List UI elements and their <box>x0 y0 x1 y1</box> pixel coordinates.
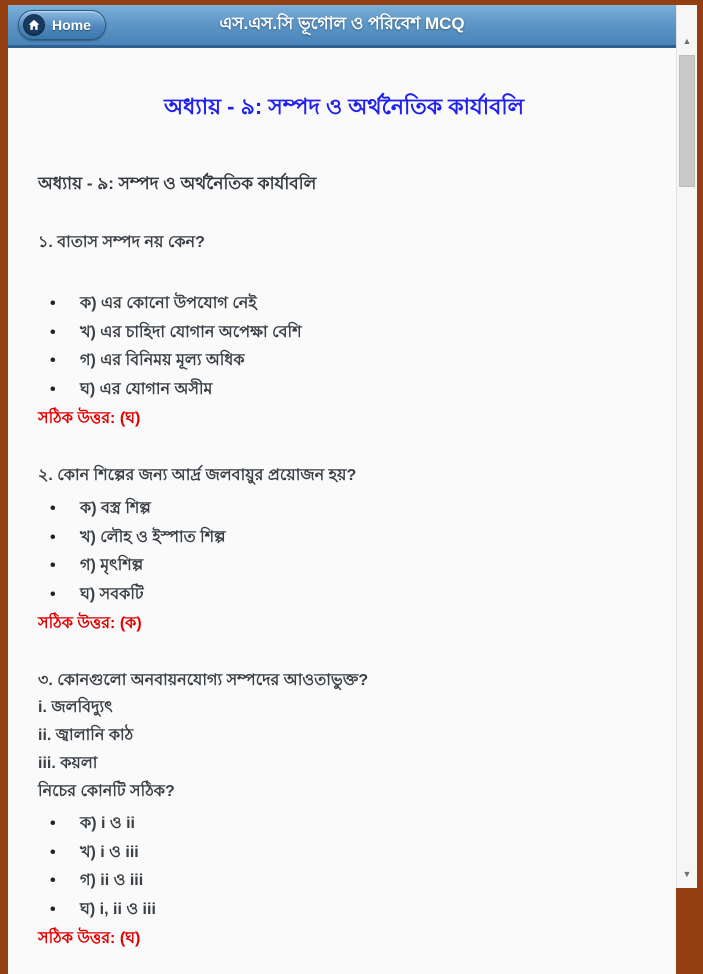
question-text: ৩. কোনগুলো অনবায়নযোগ্য সম্পদের আওতাভুক্ত? <box>38 672 369 689</box>
question-block-2 <box>38 462 650 637</box>
scrollbar[interactable] <box>676 5 697 888</box>
options-list <box>38 290 650 404</box>
options-list <box>38 495 650 609</box>
statement-line-i: i. জলবিদ্যুৎ <box>38 699 113 716</box>
chapter-title: অধ্যায় - ৯: সম্পদ ও অর্থনৈতিক কার্যাবলি <box>163 94 525 119</box>
question-block-3 <box>38 667 650 952</box>
home-button[interactable] <box>18 10 106 40</box>
scroll-up-icon[interactable]: ▲ <box>682 36 692 46</box>
statement-line-iii: iii. কয়লা <box>38 755 98 772</box>
option-item: • গ) এর বিনিময় মূল্য অধিক <box>38 347 650 376</box>
option-item: • ঘ) এর যোগান অসীম <box>38 376 650 405</box>
chapter-subtitle: অধ্যায় - ৯: সম্পদ ও অর্থনৈতিক কার্যাবলি <box>38 174 317 193</box>
app-title: এস.এস.সি ভূগোল ও পরিবেশ MCQ <box>219 14 465 33</box>
option-item: • গ) মৃৎশিল্প <box>38 552 650 581</box>
statement-prompt: নিচের কোনটি সঠিক? <box>38 783 175 800</box>
correct-answer: সঠিক উত্তর: (ঘ) <box>38 930 141 947</box>
scrollbar-thumb[interactable] <box>679 55 695 187</box>
correct-answer: সঠিক উত্তর: (ক) <box>38 615 142 632</box>
content-area <box>8 48 676 974</box>
option-item: • ঘ) i, ii ও iii <box>38 896 650 925</box>
correct-answer: সঠিক উত্তর: (ঘ) <box>38 410 141 427</box>
question-block-1 <box>38 229 650 432</box>
option-item: • ক) i ও ii <box>38 810 650 839</box>
question-text: ২. কোন শিল্পের জন্য আর্দ্র জলবায়ুর প্রয়োজন হয়? <box>38 467 357 484</box>
app-header <box>8 5 676 48</box>
option-item: • খ) i ও iii <box>38 839 650 868</box>
option-item: • খ) লৌহ ও ইস্পাত শিল্প <box>38 524 650 553</box>
scroll-down-icon[interactable]: ▼ <box>682 869 692 879</box>
question-text: ১. বাতাস সম্পদ নয় কেন? <box>38 234 205 251</box>
option-item: • ক) বস্ত্র শিল্প <box>38 495 650 524</box>
home-icon <box>23 14 45 36</box>
options-list <box>38 810 650 924</box>
option-item: • ক) এর কোনো উপযোগ নেই <box>38 290 650 319</box>
home-button-label: Home <box>52 17 91 33</box>
option-item: • গ) ii ও iii <box>38 867 650 896</box>
option-item: • খ) এর চাহিদা যোগান অপেক্ষা বেশি <box>38 319 650 348</box>
statement-line-ii: ii. জ্বালানি কাঠ <box>38 727 134 744</box>
main-column <box>8 5 676 947</box>
option-item: • ঘ) সবকটি <box>38 581 650 610</box>
